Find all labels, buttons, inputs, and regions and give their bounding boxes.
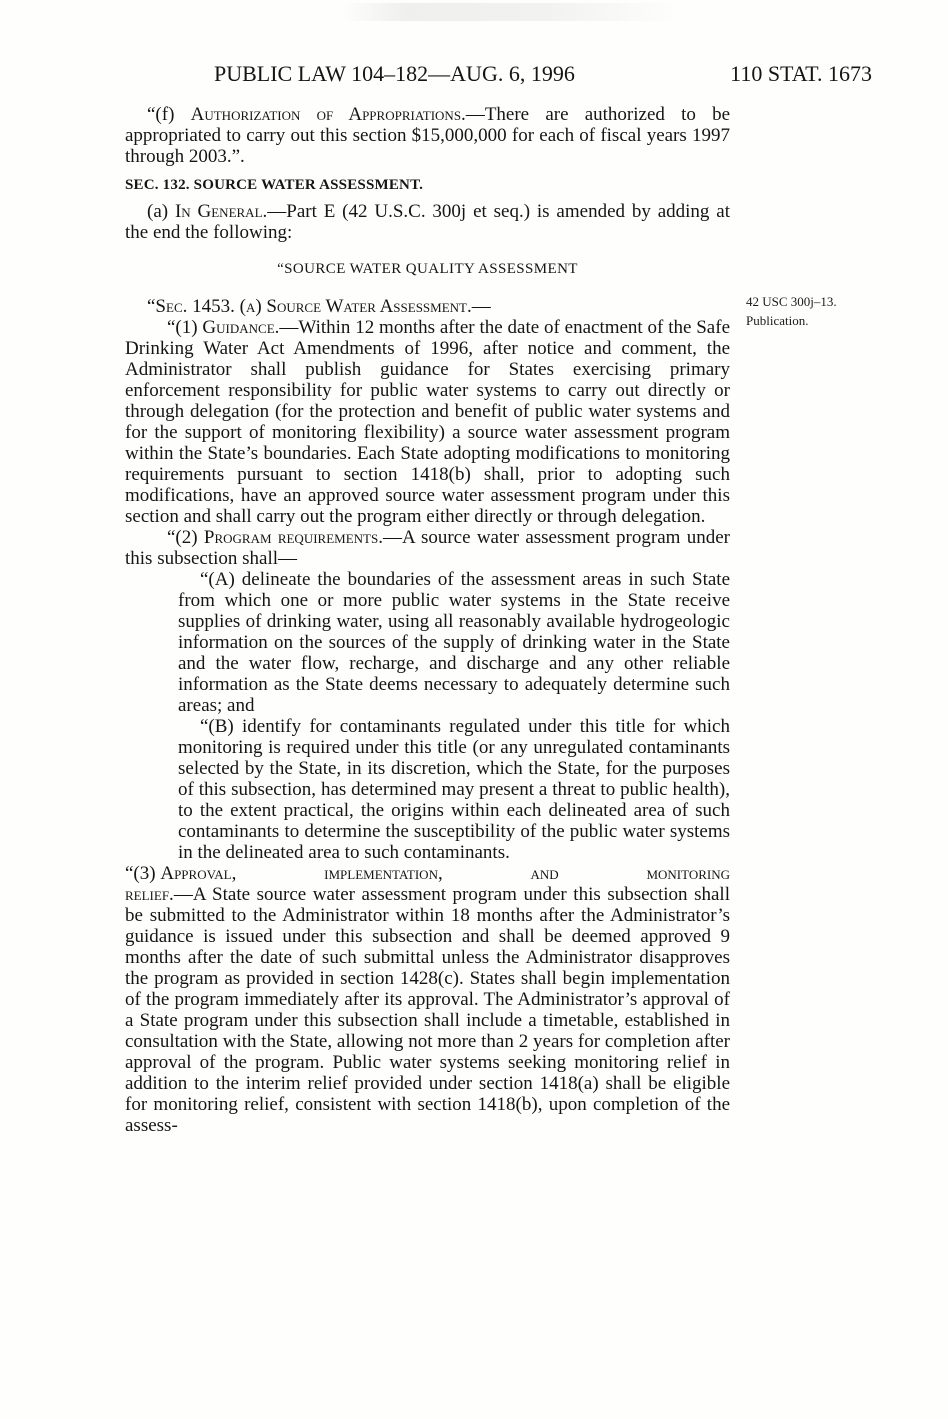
page-header bbox=[214, 59, 872, 89]
header-public-law: PUBLIC LAW 104–182—AUG. 6, 1996 bbox=[214, 61, 575, 86]
paragraph-approval-heading bbox=[125, 863, 730, 884]
auth-text: —There are authorized to be appropriated to carry out this section $15,000,000 for each of fiscal years 1997 through 2003.”. bbox=[125, 104, 731, 167]
margin-citation: 42 USC 300j–13. bbox=[746, 294, 837, 309]
p3-text: —A State source water assessment program under this subsection shall be submitted to the Administrator within 18 months after the Administrator’s guidance is issued under this subsection and shall be deemed approved 9 months after the date of such submittal unless the Administrator disapproves the program as provided in section 1428(c). States shall begin implementation of the program immediately after its approval. The Administrator’s approval of a State program under this subsection shall include a timetable, established in consultation with the State, allowing not more than 2 years for completion after approval of the program. Public water systems seeking monitoring relief in addition to the interim relief provided under section 1418(a) shall be eligible for monitoring relief, consistent with section 1418(b), upon completion of the assess- bbox=[125, 884, 730, 1136]
paragraph-authorization bbox=[125, 104, 730, 167]
p3-word-implementation: implementation, bbox=[324, 863, 443, 884]
p3-first-word bbox=[125, 863, 236, 884]
paragraph-in-general bbox=[125, 201, 730, 243]
a-text: —Part E (42 U.S.C. 300j et seq.) is amended by adding at the end the following: bbox=[125, 201, 730, 243]
sec1453-dash: — bbox=[471, 296, 491, 317]
header-statute-page: 110 STAT. 1673 bbox=[730, 61, 872, 86]
auth-heading: Authorization of Appropriations. bbox=[190, 104, 466, 125]
auth-prefix: “(f) bbox=[147, 104, 191, 125]
p3-prefix: “(3) bbox=[125, 863, 161, 884]
a-prefix: (a) bbox=[147, 201, 175, 222]
paragraph-program-requirements bbox=[125, 527, 730, 569]
section-heading: SEC. 132. SOURCE WATER ASSESSMENT. bbox=[125, 177, 424, 193]
p3-word-and: and bbox=[530, 863, 559, 884]
sec1453-prefix: “Sec. 1453. (a) bbox=[147, 296, 267, 317]
subparagraph-a: “(A) delineate the boundaries of the assessment areas in such State from which one or more public water systems in the State receive supplies of drinking water, using all reasonably available hydrogeologic information on the sources of the supply of drinking water in the State and the water flow, recharge, and discharge and any other reliable information as the State deems necessary to adequately determine such areas; and bbox=[178, 569, 730, 716]
center-heading: “SOURCE WATER QUALITY ASSESSMENT bbox=[277, 261, 578, 277]
a-heading: In General. bbox=[174, 201, 268, 222]
margin-publication: Publication. bbox=[746, 313, 809, 328]
paragraph-approval-text bbox=[125, 884, 730, 1136]
g1-prefix: “(1) bbox=[167, 317, 203, 338]
g1-heading: Guidance. bbox=[202, 317, 280, 338]
p3-word-relief: relief. bbox=[125, 884, 174, 905]
p2-prefix: “(2) bbox=[167, 527, 204, 548]
margin-notes bbox=[746, 292, 837, 330]
paragraph-sec-1453 bbox=[125, 296, 730, 317]
document-body bbox=[125, 104, 730, 1136]
p3-word-approval: Approval, bbox=[160, 863, 237, 884]
scan-smudge bbox=[340, 3, 680, 21]
g1-text: —Within 12 months after the date of enactment of the Safe Drinking Water Act Amendments of 1996, after notice and comment, the Administrator shall publish guidance for States exercising primary enforcement responsibility for public water systems to carry out directly or through delegation (for the protection and benefit of public water systems and for the support of monitoring flexibility) a source water assessment program within the State’s boundaries. Each State adopting modifications to monitoring requirements pursuant to section 1418(b) shall, prior to adopting such modifications, have an approved source water assessment program under this section and shall carry out the program either directly or through delegation. bbox=[125, 317, 730, 527]
p2-heading: Program requirements. bbox=[203, 527, 383, 548]
p2-text: —A source water assessment program under this subsection shall— bbox=[125, 527, 730, 569]
p3-word-monitoring: monitoring bbox=[646, 863, 730, 884]
subparagraph-b: “(B) identify for contaminants regulated under this title for which monitoring is required under this title (or any unregulated contaminants selected by the State, in its discretion, which the State, for the purposes of this subsection, has determined may present a threat to public health), to the extent practical, the origins within each delineated area of such contaminants to determine the susceptibility of the public water systems in the delineated area to such contaminants. bbox=[178, 716, 730, 863]
sec1453-heading: Source Water Assessment. bbox=[266, 296, 472, 317]
paragraph-guidance bbox=[125, 317, 730, 527]
